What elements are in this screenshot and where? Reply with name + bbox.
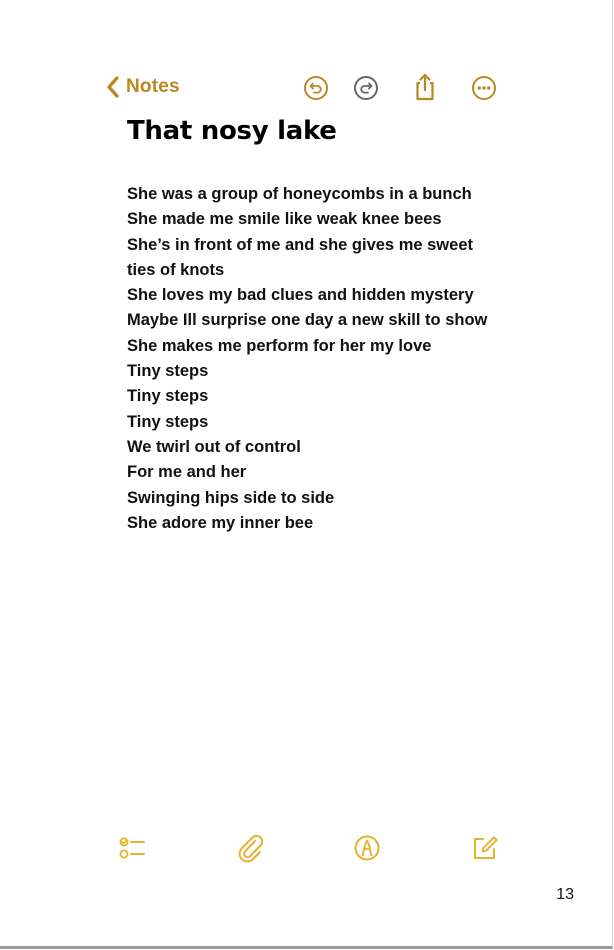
attach-button[interactable]	[236, 833, 266, 863]
navigation-bar	[0, 68, 614, 108]
redo-icon	[352, 74, 380, 102]
compose-button[interactable]	[470, 833, 500, 863]
note-line: Tiny steps	[127, 412, 209, 431]
note-line: She makes me perform for her my love	[127, 336, 432, 355]
more-button[interactable]	[470, 74, 498, 102]
note-title[interactable]: That nosy lake	[127, 116, 337, 146]
note-line: She loves my bad clues and hidden mystery	[127, 286, 474, 305]
note-line: She’s in front of me and she gives me sweet	[127, 235, 473, 254]
note-line: We twirl out of control	[127, 437, 301, 456]
note-line: Maybe Ill surprise one day a new skill to show	[127, 311, 488, 330]
note-line: Tiny steps	[127, 387, 209, 406]
share-icon	[411, 72, 439, 102]
note-line: ties of knots	[127, 260, 225, 279]
redo-button[interactable]	[352, 74, 380, 102]
markup-pen-icon	[352, 833, 382, 863]
note-line: She adore my inner bee	[127, 513, 314, 532]
note-line: For me and her	[127, 463, 247, 482]
back-label: Notes	[126, 76, 180, 97]
note-line: She was a group of honeycombs in a bunch	[127, 185, 472, 203]
note-body[interactable]	[127, 182, 487, 536]
note-line: Tiny steps	[127, 362, 209, 381]
note-line: Swinging hips side to side	[127, 488, 335, 507]
undo-icon	[302, 74, 330, 102]
back-button[interactable]	[106, 76, 180, 98]
checklist-button[interactable]	[117, 833, 147, 863]
page-number: 13	[556, 886, 574, 903]
markup-button[interactable]	[352, 833, 382, 863]
note-line: She made me smile like weak knee bees	[127, 210, 442, 229]
chevron-left-icon	[106, 76, 120, 98]
checklist-icon	[117, 833, 147, 863]
share-button[interactable]	[411, 72, 439, 100]
more-icon	[470, 74, 498, 102]
undo-button[interactable]	[302, 74, 330, 102]
compose-icon	[470, 833, 500, 863]
paperclip-icon	[236, 833, 266, 863]
